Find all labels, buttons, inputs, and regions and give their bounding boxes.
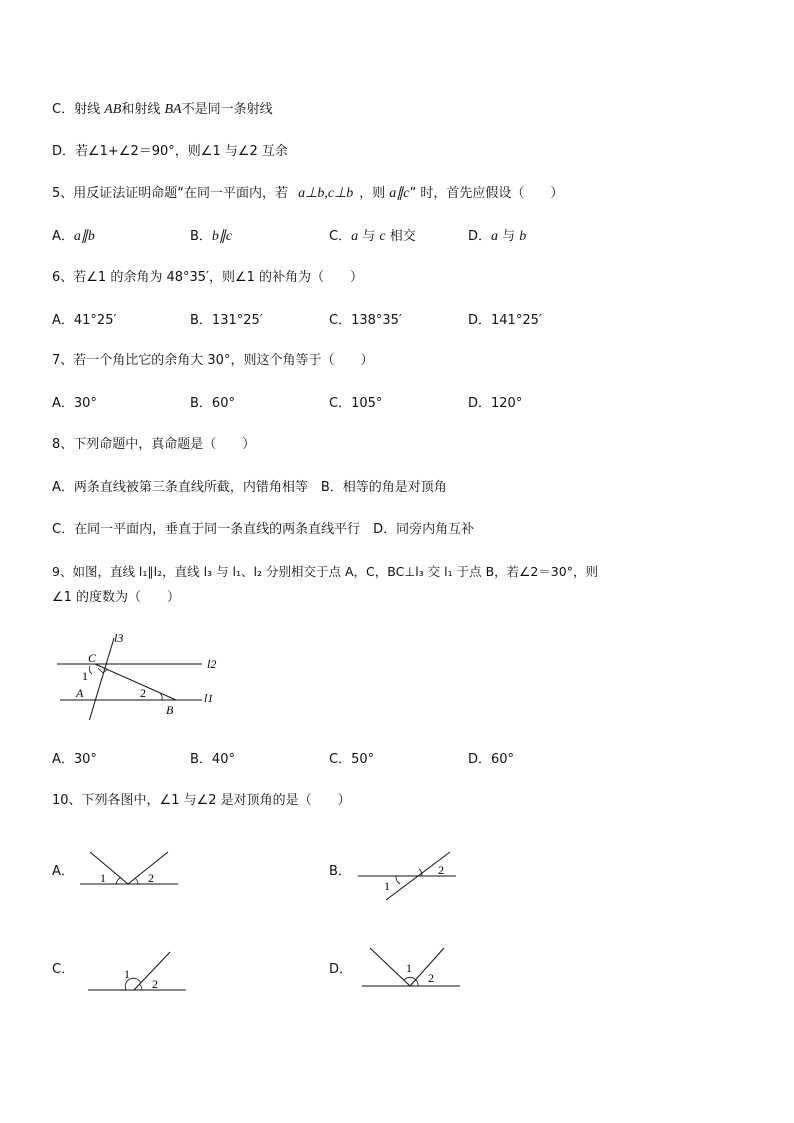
angle-2-arc (139, 984, 142, 990)
q7-option-a: A．30° (52, 396, 97, 411)
ray-ab: AB (104, 102, 122, 117)
label-angle-2: 2 (438, 863, 444, 877)
label-l3: l3 (114, 631, 124, 645)
label-angle-1: 1 (406, 961, 412, 975)
q5-option-b (190, 229, 232, 245)
ray-right (410, 948, 444, 986)
q10-label-b: B． (329, 864, 351, 879)
ray-left (370, 948, 410, 986)
q7-option-b: B．60° (190, 396, 235, 411)
q5-condition: a⊥b,c⊥b (298, 186, 354, 201)
q10-figure-c (86, 948, 190, 994)
q9-figure (52, 628, 232, 720)
label-angle-2: 2 (140, 686, 146, 700)
q8-options-line2: C．在同一平面内，垂直于同一条直线的两条直线平行 D．同旁内角互补 (52, 522, 475, 537)
q6-option-d: D．141°25′ (468, 313, 542, 328)
q5-option-c (329, 229, 416, 245)
q10-figure-d (360, 942, 464, 994)
q10-figure-a (80, 846, 190, 890)
angle-1-arc (396, 876, 400, 884)
option-var: a (351, 229, 359, 244)
q8-stem: 8、下列命题中，真命题是（ ） (52, 437, 256, 452)
q4-option-c (52, 102, 273, 118)
ray-left (90, 852, 128, 884)
option-word: 与 (498, 229, 520, 244)
q10-label-d: D． (329, 962, 353, 977)
option-letter: B． (190, 229, 212, 244)
q5-stem-b: ，则 (359, 186, 386, 201)
q9-option-a: A．30° (52, 752, 97, 767)
q9-stem-line1: 9、如图，直线 l₁∥l₂，直线 l₃ 与 l₁、l₂ 分别相交于点 A，C，BC⊥l₃ 交 l₁ 于点 B，若∠2＝30°，则 (52, 564, 598, 579)
label-angle-1: 1 (124, 967, 130, 981)
label-l1: l1 (204, 691, 214, 705)
option-letter: A． (52, 229, 74, 244)
label-angle-1: 1 (384, 879, 390, 893)
option-letter: C． (329, 229, 352, 244)
q5-option-a (52, 229, 95, 245)
q5-stem-a: 5、用反证法证明命题“在同一平面内，若 (52, 186, 289, 201)
label-angle-2: 2 (428, 971, 434, 985)
angle-1-arc (404, 977, 416, 980)
q6-option-a: A．41°25′ (52, 313, 117, 328)
q7-stem: 7、若一个角比它的余角大 30°，则这个角等于（ ） (52, 353, 374, 368)
label-b: B (166, 703, 174, 717)
q9-option-d: D．60° (468, 752, 515, 767)
q6-option-b: B．131°25′ (190, 313, 263, 328)
option-letter: D． (468, 229, 492, 244)
angle-2-arc (416, 980, 418, 986)
option-text: b∥c (211, 229, 233, 244)
q8-options-line1: A．两条直线被第三条直线所截，内错角相等 B．相等的角是对顶角 (52, 480, 447, 495)
option-word: 与 (358, 229, 380, 244)
q6-stem: 6、若∠1 的余角为 48°35′，则∠1 的补角为（ ） (52, 270, 364, 285)
q5-option-d (468, 229, 526, 245)
q5-stem-c: ” 时，首先应假设（ ） (409, 186, 564, 201)
angle-1-arc (89, 666, 92, 674)
q10-stem: 10、下列各图中，∠1 与∠2 是对顶角的是（ ） (52, 793, 351, 808)
q5-stem (52, 186, 563, 202)
q5-conclusion: a∥c (389, 186, 410, 201)
q7-option-c: C．105° (329, 396, 383, 411)
label-angle-1: 1 (82, 669, 88, 683)
q10-label-c: C． (52, 962, 75, 977)
option-var: c (379, 229, 386, 244)
label-c: C (88, 651, 97, 665)
q9-option-b: B．40° (190, 752, 235, 767)
option-text: a∥b (73, 229, 95, 244)
label-a: A (76, 686, 84, 700)
option-var: a (491, 229, 499, 244)
q4-option-c-prefix: C．射线 (52, 102, 105, 117)
q10-figure-b (356, 846, 466, 906)
label-angle-2: 2 (148, 871, 154, 885)
q4-option-d: D．若∠1+∠2＝90°，则∠1 与∠2 互余 (52, 144, 288, 159)
q9-stem-line2: ∠1 的度数为（ ） (52, 590, 181, 605)
q6-option-c: C．138°35′ (329, 313, 402, 328)
q9-option-c: C．50° (329, 752, 375, 767)
ray-ba: BA (164, 102, 182, 117)
q4-option-c-mid: 和射线 (121, 102, 165, 117)
q4-option-c-suffix: 不是同一条射线 (181, 102, 273, 117)
label-angle-2: 2 (152, 977, 158, 991)
angle-2-arc (135, 878, 138, 884)
option-var: b (519, 229, 527, 244)
label-angle-1: 1 (100, 871, 106, 885)
label-l2: l2 (207, 657, 217, 671)
q10-label-a: A． (52, 864, 74, 879)
option-word: 相交 (385, 229, 416, 244)
q7-option-d: D．120° (468, 396, 523, 411)
